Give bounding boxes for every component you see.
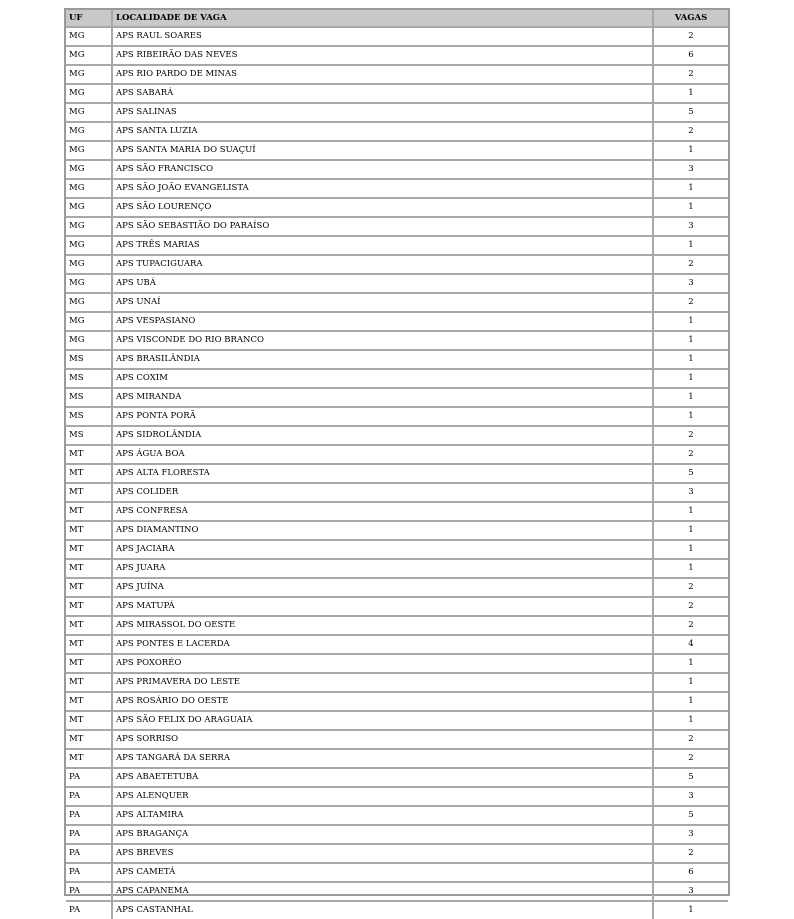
- cell-vagas: 3: [654, 826, 728, 845]
- cell-uf: MG: [66, 294, 113, 313]
- cell-uf: MT: [66, 750, 113, 769]
- cell-localidade: APS RAUL SOARES: [113, 28, 654, 47]
- cell-uf: MG: [66, 218, 113, 237]
- cell-vagas: 2: [654, 28, 728, 47]
- cell-localidade: APS SANTA LUZIA: [113, 123, 654, 142]
- cell-uf: MG: [66, 142, 113, 161]
- table-row: [66, 199, 728, 218]
- cell-localidade: APS JUÍNA: [113, 579, 654, 598]
- table-row: [66, 446, 728, 465]
- table-row: [66, 47, 728, 66]
- cell-vagas: 2: [654, 579, 728, 598]
- cell-uf: MG: [66, 104, 113, 123]
- table-row: [66, 313, 728, 332]
- cell-vagas: 1: [654, 693, 728, 712]
- cell-uf: MT: [66, 465, 113, 484]
- cell-vagas: 1: [654, 503, 728, 522]
- vagas-table: [66, 10, 728, 919]
- cell-localidade: APS SÃO JOÃO EVANGELISTA: [113, 180, 654, 199]
- cell-vagas: 2: [654, 845, 728, 864]
- table-row: [66, 389, 728, 408]
- cell-uf: MG: [66, 199, 113, 218]
- cell-uf: MG: [66, 180, 113, 199]
- cell-uf: MT: [66, 579, 113, 598]
- cell-localidade: APS JACIARA: [113, 541, 654, 560]
- table-row: [66, 370, 728, 389]
- cell-localidade: APS PONTA PORÃ: [113, 408, 654, 427]
- cell-uf: MT: [66, 446, 113, 465]
- cell-vagas: 1: [654, 389, 728, 408]
- cell-vagas: 2: [654, 294, 728, 313]
- cell-vagas: 5: [654, 465, 728, 484]
- table-row: [66, 332, 728, 351]
- cell-vagas: 1: [654, 522, 728, 541]
- cell-vagas: 1: [654, 655, 728, 674]
- cell-localidade: APS UBÁ: [113, 275, 654, 294]
- cell-uf: MG: [66, 28, 113, 47]
- cell-vagas: 3: [654, 275, 728, 294]
- table-row: [66, 28, 728, 47]
- cell-localidade: APS SÃO SEBASTIÃO DO PARAÍSO: [113, 218, 654, 237]
- table-row: [66, 256, 728, 275]
- cell-vagas: 2: [654, 446, 728, 465]
- cell-localidade: APS CAMETÁ: [113, 864, 654, 883]
- cell-localidade: APS SALINAS: [113, 104, 654, 123]
- table-row: [66, 123, 728, 142]
- cell-uf: MS: [66, 370, 113, 389]
- header-uf: UF: [66, 10, 113, 28]
- cell-localidade: APS RIBEIRÃO DAS NEVES: [113, 47, 654, 66]
- cell-localidade: APS PRIMAVERA DO LESTE: [113, 674, 654, 693]
- table-row: [66, 598, 728, 617]
- cell-uf: MT: [66, 541, 113, 560]
- cell-localidade: APS MATUPÁ: [113, 598, 654, 617]
- cell-localidade: APS CASTANHAL: [113, 902, 654, 919]
- cell-uf: MG: [66, 161, 113, 180]
- cell-vagas: 1: [654, 408, 728, 427]
- cell-localidade: APS MIRASSOL DO OESTE: [113, 617, 654, 636]
- cell-vagas: 3: [654, 161, 728, 180]
- cell-uf: MG: [66, 256, 113, 275]
- table-row: [66, 408, 728, 427]
- table-row: [66, 560, 728, 579]
- table-row: [66, 294, 728, 313]
- cell-uf: MG: [66, 66, 113, 85]
- cell-uf: MS: [66, 389, 113, 408]
- cell-localidade: APS SÃO FRANCISCO: [113, 161, 654, 180]
- table-row: [66, 883, 728, 902]
- cell-vagas: 1: [654, 370, 728, 389]
- cell-uf: MT: [66, 712, 113, 731]
- cell-localidade: APS SÃO FELIX DO ARAGUAIA: [113, 712, 654, 731]
- table-row: [66, 750, 728, 769]
- table-row: [66, 693, 728, 712]
- cell-uf: MG: [66, 47, 113, 66]
- cell-vagas: 6: [654, 47, 728, 66]
- header-row: [66, 10, 728, 28]
- table-row: [66, 712, 728, 731]
- table-row: [66, 66, 728, 85]
- header-localidade: LOCALIDADE DE VAGA: [113, 10, 654, 28]
- cell-uf: MT: [66, 484, 113, 503]
- cell-vagas: 2: [654, 750, 728, 769]
- cell-vagas: 1: [654, 712, 728, 731]
- cell-uf: MS: [66, 351, 113, 370]
- cell-vagas: 1: [654, 313, 728, 332]
- cell-vagas: 2: [654, 256, 728, 275]
- cell-localidade: APS BRAGANÇA: [113, 826, 654, 845]
- cell-uf: MT: [66, 560, 113, 579]
- cell-vagas: 2: [654, 731, 728, 750]
- cell-vagas: 4: [654, 636, 728, 655]
- cell-uf: PA: [66, 864, 113, 883]
- table-row: [66, 161, 728, 180]
- cell-vagas: 1: [654, 85, 728, 104]
- cell-uf: MS: [66, 408, 113, 427]
- cell-vagas: 1: [654, 237, 728, 256]
- table-row: [66, 636, 728, 655]
- table-row: [66, 731, 728, 750]
- cell-localidade: APS MIRANDA: [113, 389, 654, 408]
- cell-vagas: 1: [654, 199, 728, 218]
- cell-vagas: 3: [654, 218, 728, 237]
- cell-localidade: APS DIAMANTINO: [113, 522, 654, 541]
- cell-uf: MG: [66, 275, 113, 294]
- table-row: [66, 484, 728, 503]
- cell-vagas: 1: [654, 351, 728, 370]
- cell-vagas: 6: [654, 864, 728, 883]
- table-row: [66, 522, 728, 541]
- cell-localidade: APS BREVES: [113, 845, 654, 864]
- table-row: [66, 826, 728, 845]
- cell-localidade: APS TRÊS MARIAS: [113, 237, 654, 256]
- table-row: [66, 579, 728, 598]
- cell-localidade: APS CONFRESA: [113, 503, 654, 522]
- cell-vagas: 2: [654, 427, 728, 446]
- table-row: [66, 864, 728, 883]
- cell-uf: PA: [66, 826, 113, 845]
- table-row: [66, 237, 728, 256]
- cell-localidade: APS ABAETETUBA: [113, 769, 654, 788]
- cell-uf: MT: [66, 731, 113, 750]
- cell-uf: PA: [66, 769, 113, 788]
- table-row: [66, 104, 728, 123]
- cell-vagas: 5: [654, 104, 728, 123]
- cell-uf: MT: [66, 693, 113, 712]
- cell-vagas: 5: [654, 769, 728, 788]
- cell-uf: MT: [66, 598, 113, 617]
- table-row: [66, 275, 728, 294]
- cell-localidade: APS COXIM: [113, 370, 654, 389]
- cell-localidade: APS CAPANEMA: [113, 883, 654, 902]
- cell-localidade: APS RIO PARDO DE MINAS: [113, 66, 654, 85]
- cell-localidade: APS ALTAMIRA: [113, 807, 654, 826]
- cell-uf: PA: [66, 902, 113, 919]
- cell-uf: MG: [66, 313, 113, 332]
- cell-vagas: 2: [654, 617, 728, 636]
- cell-localidade: APS ÁGUA BOA: [113, 446, 654, 465]
- cell-localidade: APS VESPASIANO: [113, 313, 654, 332]
- cell-vagas: 1: [654, 541, 728, 560]
- cell-uf: MT: [66, 636, 113, 655]
- table-row: [66, 845, 728, 864]
- cell-localidade: APS JUARA: [113, 560, 654, 579]
- table-row: [66, 674, 728, 693]
- cell-uf: PA: [66, 845, 113, 864]
- table-row: [66, 351, 728, 370]
- cell-localidade: APS TUPACIGUARA: [113, 256, 654, 275]
- table-row: [66, 788, 728, 807]
- cell-vagas: 1: [688, 905, 694, 915]
- cell-localidade: APS ROSÁRIO DO OESTE: [113, 693, 654, 712]
- table-row: [66, 807, 728, 826]
- table-row: [66, 427, 728, 446]
- cell-uf: MT: [66, 522, 113, 541]
- cell-localidade: APS POXORÉO: [113, 655, 654, 674]
- cell-localidade: APS SABARÁ: [113, 85, 654, 104]
- table-row: [66, 541, 728, 560]
- table-row: [66, 902, 728, 919]
- cell-localidade: APS TANGARÁ DA SERRA: [113, 750, 654, 769]
- cell-uf: MG: [66, 332, 113, 351]
- cell-vagas: 3: [654, 883, 728, 902]
- cell-uf: MT: [66, 503, 113, 522]
- table-row: [66, 769, 728, 788]
- cell-vagas: 2: [654, 123, 728, 142]
- cell-vagas: 1: [654, 332, 728, 351]
- cell-vagas: 2: [654, 66, 728, 85]
- cell-uf: MG: [66, 85, 113, 104]
- cell-localidade: APS SÃO LOURENÇO: [113, 199, 654, 218]
- cell-vagas: 2: [654, 598, 728, 617]
- cell-uf: MT: [66, 617, 113, 636]
- cell-uf: MS: [66, 427, 113, 446]
- vagas-table-container: [64, 8, 730, 915]
- cell-uf: MG: [66, 123, 113, 142]
- cell-vagas: 3: [654, 484, 728, 503]
- cell-localidade: APS VISCONDE DO RIO BRANCO: [113, 332, 654, 351]
- cell-localidade: APS SORRISO: [113, 731, 654, 750]
- cell-uf: PA: [66, 788, 113, 807]
- cell-vagas: 5: [654, 807, 728, 826]
- table-row: [66, 85, 728, 104]
- cell-localidade: APS BRASILÂNDIA: [113, 351, 654, 370]
- cell-uf: MT: [66, 655, 113, 674]
- cell-vagas: 1: [654, 674, 728, 693]
- cell-uf: MG: [66, 237, 113, 256]
- cell-localidade: APS UNAÍ: [113, 294, 654, 313]
- table-row: [66, 142, 728, 161]
- cell-uf: MT: [66, 674, 113, 693]
- table-body: [66, 28, 728, 919]
- table-header: [66, 10, 728, 28]
- cell-localidade: APS ALTA FLORESTA: [113, 465, 654, 484]
- cell-localidade: APS PONTES E LACERDA: [113, 636, 654, 655]
- cell-vagas: 3: [654, 788, 728, 807]
- cell-localidade: APS ALENQUER: [113, 788, 654, 807]
- cell-localidade: APS SIDROLÂNDIA: [113, 427, 654, 446]
- table-row: [66, 465, 728, 484]
- table-row: [66, 617, 728, 636]
- cell-uf: PA: [66, 807, 113, 826]
- cell-vagas: 1: [654, 180, 728, 199]
- header-vagas: VAGAS: [654, 10, 728, 28]
- cell-vagas: 1: [654, 142, 728, 161]
- cell-localidade: APS SANTA MARIA DO SUAÇUÍ: [113, 142, 654, 161]
- table-row: [66, 218, 728, 237]
- table-row: [66, 180, 728, 199]
- table-row: [66, 503, 728, 522]
- cell-localidade: APS COLIDER: [113, 484, 654, 503]
- table-row: [66, 655, 728, 674]
- cell-vagas: 1: [654, 560, 728, 579]
- cell-uf: PA: [66, 883, 113, 902]
